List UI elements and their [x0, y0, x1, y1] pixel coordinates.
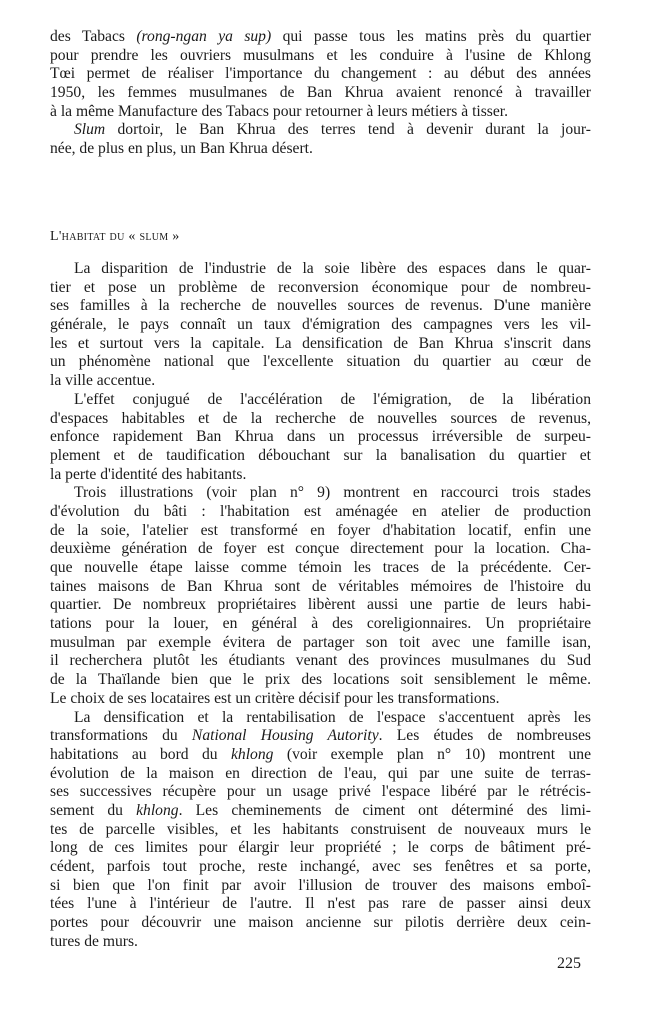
text-line: [50, 428, 591, 447]
text-line: [50, 933, 591, 952]
text-segment: de la Thaïlande bien que le prix des locations soit sensiblement le même.: [50, 671, 591, 689]
text-segment: dortoir, le Ban Khrua des terres tend à devenir durant la jour-: [105, 121, 591, 139]
text-line: [50, 727, 591, 746]
text-segment: qui passe tous les matins près du quartier: [271, 28, 591, 45]
text-segment: évolution de la maison en direction de l'eau, qui par une suite de terras-: [50, 764, 591, 782]
text-line: [50, 484, 591, 503]
text-segment: transformations du: [50, 727, 192, 745]
text-line: [50, 297, 591, 316]
text-segment: les et surtout vers la capitale. La densification de Ban Khrua s'inscrit dans: [50, 334, 591, 352]
text-segment: tures de murs.: [50, 932, 138, 950]
text-segment: à la même Manufacture des Tabacs pour retourner à leurs métiers à tisser.: [50, 102, 509, 120]
italic-text: khlong: [136, 801, 179, 819]
text-segment: portes pour découvrir une maison ancienne sur pilotis derrière deux cein-: [50, 914, 591, 932]
text-segment: tier et pose un problème de reconversion économique pour de nombreu-: [50, 278, 591, 296]
text-line: [50, 84, 591, 103]
text-segment: long de ces limites pour élargir leur propriété ; le corps de bâtiment pré-: [50, 839, 591, 857]
text-segment: . Les cheminements de ciment ont déterminé des limi-: [178, 801, 592, 819]
text-line: [50, 522, 591, 541]
text-line: [50, 540, 591, 559]
text-segment: si bien que l'on finit par avoir l'illusion de trouver des maisons emboî-: [50, 876, 591, 894]
text-segment: pour prendre les ouvriers musulmans et les conduire à l'usine de Khlong: [50, 46, 591, 64]
text-segment: des Tabacs: [50, 28, 137, 45]
text-segment: . Les études de nombreuses: [378, 727, 591, 745]
text-segment: ses successives récupère pour un usage privé l'espace libéré par le rétrécis-: [50, 783, 591, 801]
text-segment: la ville accentue.: [50, 372, 156, 390]
text-segment: née, de plus en plus, un Ban Khrua désert.: [50, 140, 313, 158]
text-segment: la perte d'identité des habitants.: [50, 465, 247, 483]
text-segment: Tœi permet de réaliser l'importance du changement : au début des années: [50, 65, 591, 83]
text-line: [50, 503, 591, 522]
text-line: [50, 765, 591, 784]
text-line: [50, 260, 591, 279]
section-heading: L'habitat du « slum »: [50, 229, 180, 244]
text-segment: tées l'une à l'intérieur de l'autre. Il n'est pas rare de passer ainsi deux: [50, 895, 591, 913]
italic-text: (rong-ngan ya sup): [136, 28, 272, 45]
text-segment: sement du: [50, 801, 137, 819]
text-line: [50, 858, 591, 877]
text-line: [50, 671, 591, 690]
text-line: [50, 839, 591, 858]
text-segment: ses familles à la recherche de nouvelles sources de revenus. D'une manière: [50, 297, 591, 315]
text-segment: taines maisons de Ban Khrua sont de véritables mémoires de l'histoire du: [50, 577, 591, 595]
text-segment: plement et de taudification débouchant sur la banalisation du quartier et: [50, 446, 591, 464]
text-line: [50, 877, 591, 896]
text-segment: deuxième génération de foyer est conçue directement pour la location. Cha-: [50, 540, 591, 558]
italic-text: National Housing Autority: [191, 727, 379, 745]
text-line: [50, 914, 591, 933]
text-line: [50, 316, 591, 335]
text-line: [50, 65, 591, 84]
text-line: [50, 335, 591, 354]
text-segment: que nouvelle étape laisse comme témoin les traces de la précédente. Cer-: [50, 559, 591, 576]
text-segment: de la soie, l'atelier est transformé en foyer d'habitation locatif, enfin une: [50, 521, 591, 539]
text-line: [50, 783, 591, 802]
text-line: [50, 279, 591, 298]
text-line: [50, 895, 591, 914]
text-line: [50, 466, 591, 485]
text-line: [50, 690, 591, 709]
text-line: [50, 140, 591, 159]
text-segment: tations pour la louer, en général à des coreligionnaires. Un propriétaire: [50, 615, 591, 633]
text-line: [50, 802, 591, 821]
text-line: [50, 634, 591, 653]
paragraphs-main: [50, 260, 591, 951]
text-line: [50, 447, 591, 466]
text-segment: Le choix de ses locataires est un critère décisif pour les transformations.: [50, 689, 500, 707]
text-segment: cédent, parfois tout proche, reste inchangé, avec ses fenêtres et sa porte,: [50, 858, 591, 875]
text-line: [50, 559, 591, 578]
text-line: [50, 709, 591, 728]
text-segment: quartier. De nombreux propriétaires libèrent aussi une partie de leurs habi-: [50, 596, 591, 614]
text-segment: tes de parcelle visibles, et les habitants construisent de nouveaux murs le: [50, 820, 591, 838]
text-line: [50, 596, 591, 615]
text-line: [50, 372, 591, 391]
paragraphs-top: [50, 28, 591, 159]
text-line: [50, 578, 591, 597]
text-segment: enfonce rapidement Ban Khrua dans un processus irréversible de surpeu-: [50, 428, 591, 446]
text-segment: (voir exemple plan n° 10) montrent une: [273, 745, 591, 763]
text-segment: générale, le pays connaît un taux d'émigration des campagnes vers les vil-: [50, 316, 591, 334]
text-line: [50, 615, 591, 634]
text-segment: d'évolution du bâti : l'habitation est aménagée en atelier de production: [50, 502, 591, 520]
text-segment: La disparition de l'industrie de la soie libère des espaces dans le quar-: [74, 260, 591, 277]
text-line: [50, 103, 591, 122]
text-line: [50, 746, 591, 765]
text-segment: musulman par exemple évitera de partager son toit avec une famille isan,: [50, 633, 591, 651]
text-line: [50, 353, 591, 372]
text-segment: d'espaces habitables et de la recherche de nouvelles sources de revenus,: [50, 409, 591, 427]
text-line: [50, 391, 591, 410]
page-number: 225: [557, 955, 581, 972]
text-segment: il recherchera plutôt les étudiants venant des provinces musulmanes du Sud: [50, 652, 591, 670]
italic-text: khlong: [231, 745, 274, 763]
text-line: [50, 47, 591, 66]
text-segment: habitations au bord du: [50, 745, 231, 763]
text-segment: 1950, les femmes musulmanes de Ban Khrua avaient renoncé à travailler: [50, 84, 591, 102]
text-line: [50, 652, 591, 671]
italic-text: Slum: [74, 121, 106, 139]
text-line: [50, 821, 591, 840]
text-segment: Trois illustrations (voir plan n° 9) montrent en raccourci trois stades: [74, 484, 591, 502]
text-segment: La densification et la rentabilisation de l'espace s'accentuent après les: [74, 708, 591, 726]
text-line: [50, 410, 591, 429]
text-segment: L'effet conjugué de l'accélération de l'émigration, de la libération: [74, 390, 591, 408]
text-line: [50, 28, 591, 47]
text-segment: un phénomène national que l'excellente situation du quartier au cœur de: [50, 353, 591, 371]
text-line: [50, 121, 591, 140]
